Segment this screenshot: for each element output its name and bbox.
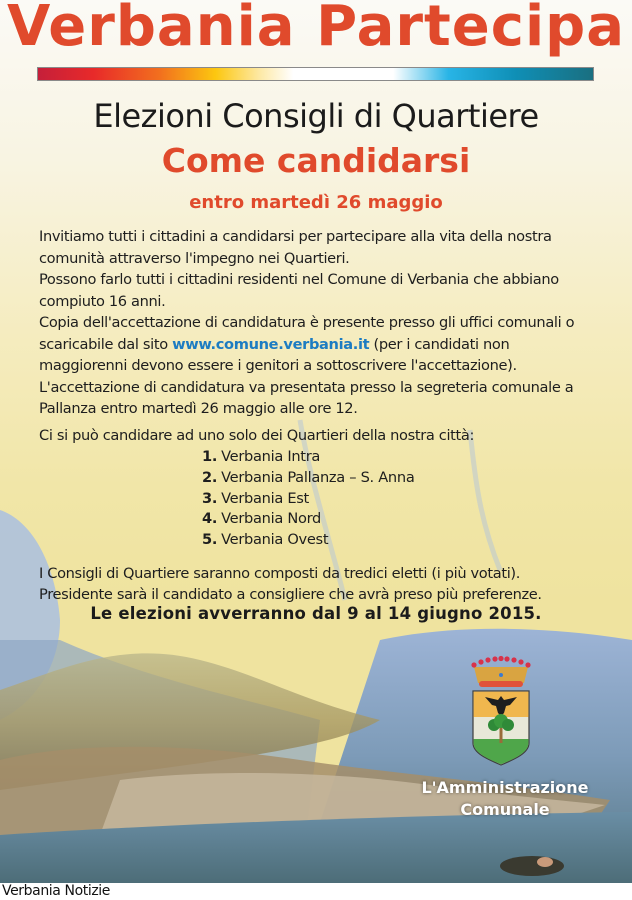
list-number: 1. [202, 448, 218, 465]
brand-title: Verbania Partecipa [6, 0, 626, 59]
list-item [202, 509, 414, 530]
quartiere-name: Verbania Ovest [221, 531, 329, 549]
signature [410, 777, 600, 821]
list-number: 5. [202, 531, 218, 549]
president-rule: Presidente sarà il candidato a consigliere che avrà preso più preferenze. [39, 586, 542, 603]
paragraph-form-text-1: Copia dell'accettazione di candidatura è presente presso gli uffici comunali o scaricabile dal sito [39, 314, 575, 353]
council-composition: I Consigli di Quartiere saranno composti da tredici eletti (i più votati). [39, 565, 521, 582]
closing-notes [39, 563, 542, 605]
rainbow-divider [37, 67, 594, 81]
paragraph-invitation: Invitiamo tutti i cittadini a candidarsi per partecipare alla vita della nostra comunità attraverso l'impegno nei Quartieri. [39, 228, 552, 267]
website-link[interactable]: www.comune.verbania.it [172, 335, 370, 353]
paragraph-form-text-2: (per i candidati non maggiorenni devono essere i genitori a sottoscrivere l'accettazione). [39, 335, 517, 374]
list-number: 3. [202, 489, 218, 507]
source-caption: Verbania Notizie [2, 883, 110, 899]
list-item [202, 468, 414, 489]
paragraph-submission: L'accettazione di candidatura va presentata presso la segreteria comunale a Pallanza entro martedì 26 maggio alle ore 12. [39, 378, 574, 417]
signature-line-2: Comunale [460, 800, 550, 819]
signature-line-1: L'Amministrazione [421, 778, 589, 797]
paragraph-form [39, 312, 592, 377]
list-item [202, 530, 414, 551]
quartieri-list [202, 447, 414, 551]
quartiere-name: Verbania Pallanza – S. Anna [221, 468, 415, 486]
quartieri-intro: Ci si può candidare ad uno solo dei Quartieri della nostra città: [39, 427, 475, 444]
list-number: 2. [202, 468, 218, 486]
quartiere-name: Verbania Nord [221, 510, 321, 528]
paragraph-eligibility: Possono farlo tutti i cittadini residenti nel Comune di Verbania che abbiano compiuto 16 anni. [39, 271, 559, 310]
election-dates: Le elezioni avverranno dal 9 al 14 giugno 2015. [90, 604, 542, 623]
poster-subtitle: Elezioni Consigli di Quartiere [93, 97, 539, 135]
quartiere-name: Verbania Est [221, 489, 309, 507]
list-item [202, 489, 414, 510]
coat-of-arms-icon [470, 655, 532, 767]
body-paragraphs [39, 226, 592, 420]
quartiere-name: Verbania Intra [221, 448, 321, 465]
poster-heading: Come candidarsi [161, 141, 471, 180]
deadline-text: entro martedì 26 maggio [189, 192, 443, 213]
list-item [202, 447, 414, 468]
list-number: 4. [202, 510, 218, 528]
